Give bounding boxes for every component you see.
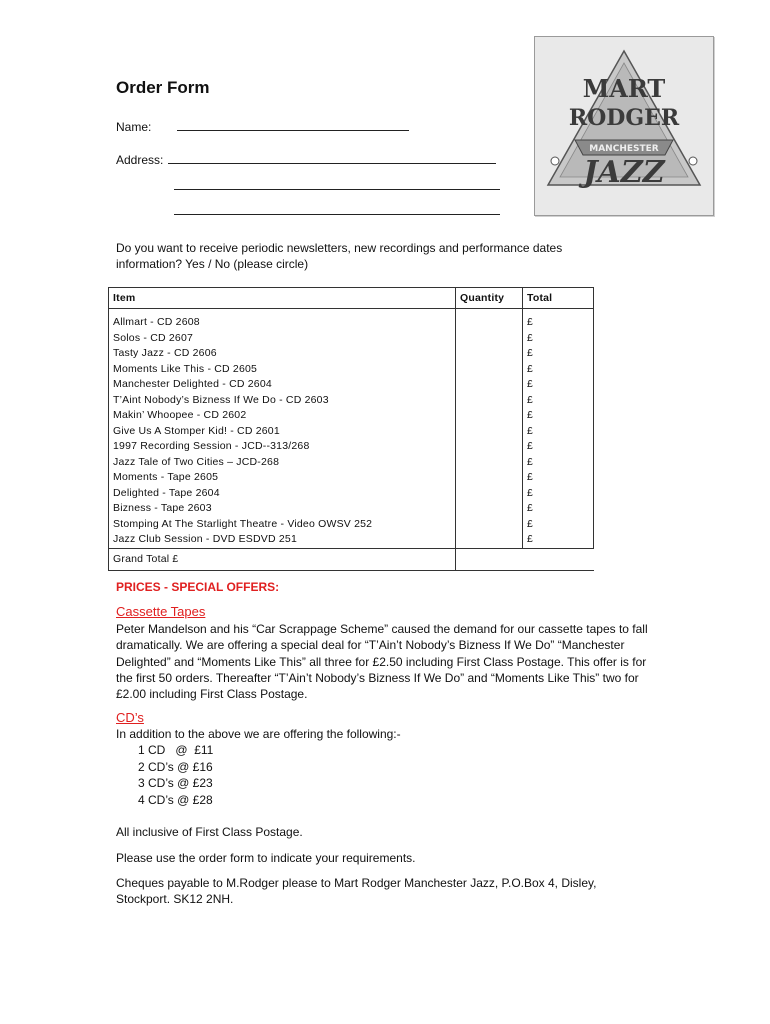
total-cell[interactable]: £ (523, 501, 594, 517)
table-row (109, 501, 594, 517)
quantity-cell[interactable] (456, 532, 523, 548)
item-name-cell: Moments - Tape 2605 (109, 470, 456, 486)
cd-price-item: 1 CD @ £11 (138, 743, 214, 757)
total-cell[interactable]: £ (523, 346, 594, 362)
item-name-cell: Allmart - CD 2608 (109, 309, 456, 331)
name-field[interactable] (177, 118, 409, 131)
quantity-cell[interactable] (456, 424, 523, 440)
total-cell[interactable]: £ (523, 377, 594, 393)
total-cell[interactable]: £ (523, 408, 594, 424)
name-label: Name: (116, 120, 152, 134)
item-name-cell: Manchester Delighted - CD 2604 (109, 377, 456, 393)
order-table-body (109, 309, 594, 571)
quantity-cell[interactable] (456, 517, 523, 533)
item-name-cell: Delighted - Tape 2604 (109, 486, 456, 502)
offers-heading: PRICES - SPECIAL OFFERS: (116, 580, 280, 594)
quantity-cell[interactable] (456, 470, 523, 486)
quantity-cell[interactable] (456, 377, 523, 393)
cassette-text: Peter Mandelson and his “Car Scrappage Scheme” caused the demand for our cassette tapes to fall dramatically. We are offering a special deal for “T’Ain’t Nobody’s Bizness If We Do” “Manchester Delighted” and “Moments Like This” all three for £2.50 including First Class Postage. This offer is for the first 50 orders. Thereafter “T’Ain’t Nobody’s Bizness If We Do” and “Moments Like This” two for £2.00 including First Class Postage. (116, 622, 648, 702)
quantity-cell[interactable] (456, 346, 523, 362)
quantity-cell[interactable] (456, 501, 523, 517)
item-name-cell: Makin’ Whoopee - CD 2602 (109, 408, 456, 424)
quantity-cell[interactable] (456, 393, 523, 409)
grand-total-row (109, 548, 594, 570)
table-row (109, 377, 594, 393)
quantity-cell[interactable] (456, 362, 523, 378)
order-table (108, 287, 594, 571)
total-cell[interactable]: £ (523, 439, 594, 455)
table-row (109, 517, 594, 533)
cd-price-list (138, 742, 213, 808)
address-field-line-3[interactable] (174, 203, 500, 215)
postage-note: All inclusive of First Class Postage. (116, 825, 303, 839)
item-name-cell: Bizness - Tape 2603 (109, 501, 456, 517)
address-field-line-1[interactable] (168, 151, 496, 164)
quantity-cell[interactable] (456, 309, 523, 331)
item-name-cell: Tasty Jazz - CD 2606 (109, 346, 456, 362)
total-cell[interactable]: £ (523, 517, 594, 533)
cd-price-item: 4 CD’s @ £28 (138, 792, 213, 807)
item-name-cell: T’Aint Nobody’s Bizness If We Do - CD 2603 (109, 393, 456, 409)
item-name-cell: Stomping At The Starlight Theatre - Video OWSV 252 (109, 517, 456, 533)
use-form-note: Please use the order form to indicate your requirements. (116, 851, 416, 865)
cd-price-item: 2 CD’s @ £16 (138, 759, 213, 774)
svg-text:MART: MART (582, 74, 666, 103)
item-name-cell: Solos - CD 2607 (109, 331, 456, 347)
table-row (109, 408, 594, 424)
name-row (116, 118, 409, 134)
total-cell[interactable]: £ (523, 532, 594, 548)
item-name-cell: Jazz Tale of Two Cities – JCD-268 (109, 455, 456, 471)
mart-rodger-logo-icon (535, 37, 713, 215)
total-cell[interactable]: £ (523, 470, 594, 486)
item-name-cell: Jazz Club Session - DVD ESDVD 251 (109, 532, 456, 548)
quantity-cell[interactable] (456, 331, 523, 347)
address-field-line-2[interactable] (174, 178, 500, 190)
table-row (109, 486, 594, 502)
newsletter-question: Do you want to receive periodic newsletters, new recordings and performance dates information? Yes / No (please circle) (116, 241, 563, 272)
total-cell[interactable]: £ (523, 393, 594, 409)
total-cell[interactable]: £ (523, 331, 594, 347)
cassette-heading: Cassette Tapes (116, 604, 206, 619)
item-name-cell: 1997 Recording Session - JCD--313/268 (109, 439, 456, 455)
grand-total-label: Grand Total £ (109, 548, 456, 570)
cheques-note: Cheques payable to M.Rodger please to Mart Rodger Manchester Jazz, P.O.Box 4, Disley, Stockport. SK12 2NH. (116, 876, 597, 907)
total-cell[interactable]: £ (523, 424, 594, 440)
total-cell[interactable]: £ (523, 455, 594, 471)
quantity-cell[interactable] (456, 408, 523, 424)
quantity-cell[interactable] (456, 455, 523, 471)
table-row (109, 309, 594, 331)
logo (534, 36, 714, 216)
total-cell[interactable]: £ (523, 309, 594, 331)
table-row (109, 532, 594, 548)
grand-total-spacer (456, 548, 594, 570)
table-row (109, 362, 594, 378)
table-row (109, 346, 594, 362)
total-cell[interactable]: £ (523, 362, 594, 378)
table-row (109, 455, 594, 471)
svg-text:RODGER: RODGER (568, 105, 680, 131)
cd-heading: CD’s (116, 710, 144, 725)
quantity-cell[interactable] (456, 486, 523, 502)
address-label: Address: (116, 153, 164, 167)
quantity-cell[interactable] (456, 439, 523, 455)
total-cell[interactable]: £ (523, 486, 594, 502)
cd-price-item: 3 CD’s @ £23 (138, 776, 213, 790)
column-header-total: Total (523, 288, 594, 309)
item-name-cell: Moments Like This - CD 2605 (109, 362, 456, 378)
table-row (109, 470, 594, 486)
svg-text:JAZZ: JAZZ (583, 155, 665, 190)
item-name-cell: Give Us A Stomper Kid! - CD 2601 (109, 424, 456, 440)
table-row (109, 331, 594, 347)
column-header-quantity: Quantity (456, 288, 523, 309)
table-row (109, 393, 594, 409)
page-title: Order Form (116, 78, 210, 97)
svg-text:MANCHESTER: MANCHESTER (589, 144, 659, 154)
address-row (116, 151, 496, 167)
table-row (109, 424, 594, 440)
column-header-item: Item (109, 288, 456, 309)
table-row (109, 439, 594, 455)
cd-intro: In addition to the above we are offering the following:- (116, 727, 401, 741)
